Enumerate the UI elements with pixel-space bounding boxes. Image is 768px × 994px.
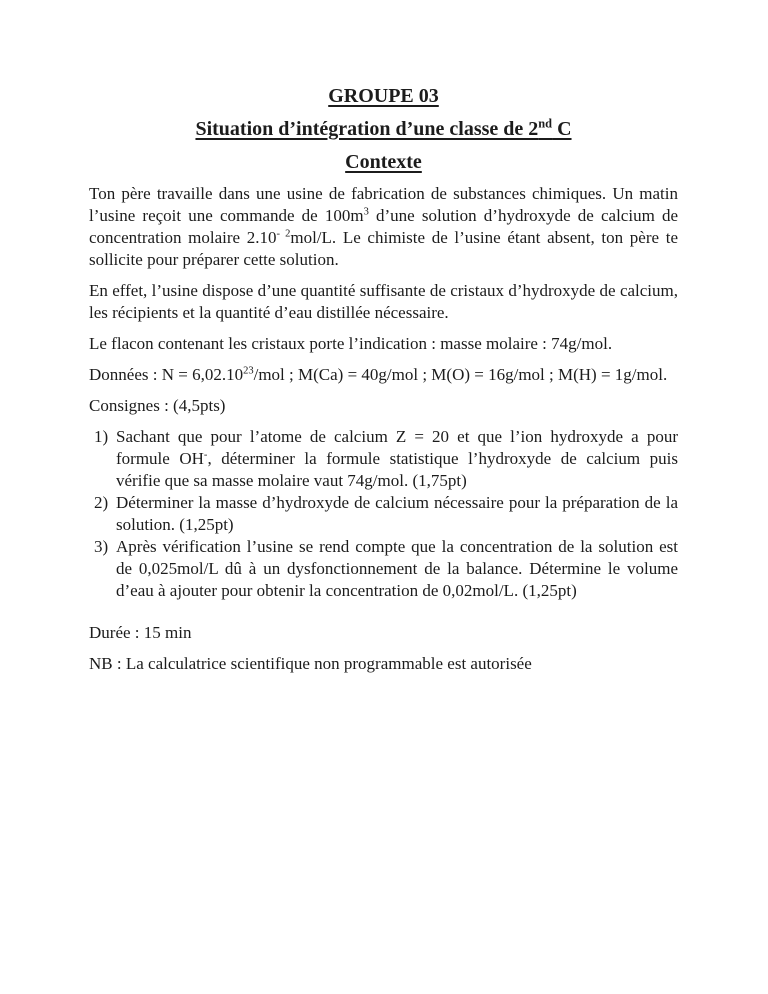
heading-group bbox=[89, 84, 678, 108]
duration-value: Durée : 15 min bbox=[89, 623, 192, 642]
list-item-consigne-2 bbox=[89, 492, 678, 536]
consignes-list bbox=[89, 426, 678, 602]
consigne-2-text: Déterminer la masse d’hydroxyde de calcium nécessaire pour la préparation de la solution. (1,25pt) bbox=[116, 493, 678, 534]
heading-group-text: GROUPE 03 bbox=[328, 85, 439, 107]
heading-context-text: Contexte bbox=[345, 151, 422, 173]
context-1-run-3: mol/L. Le chimiste de l’usine étant absent, ton père te sollicite pour préparer cette solution. bbox=[89, 228, 679, 269]
context-1-run-2: d’une solution d’hydroxyde de calcium de concentration molaire 2.10 bbox=[89, 206, 678, 247]
list-item-consigne-3 bbox=[89, 536, 678, 602]
list-item-number: 2) bbox=[94, 493, 109, 512]
sup-cubic-meter: 3 bbox=[363, 206, 369, 218]
paragraph-context-1 bbox=[89, 183, 678, 271]
sup-nd: nd bbox=[538, 116, 553, 131]
nb-value: NB : La calculatrice scientifique non programmable est autorisée bbox=[89, 654, 532, 673]
paragraph-context-2 bbox=[89, 280, 678, 324]
context-2-text: En effet, l’usine dispose d’une quantité suffisante de cristaux d’hydroxyde de calcium, les récipients et la quantité d’eau distillée nécessaire. bbox=[89, 281, 678, 322]
list-item-number: 3) bbox=[94, 537, 109, 556]
heading-situation-suffix: C bbox=[552, 118, 572, 140]
nb-text bbox=[89, 653, 678, 675]
context-1-run-1: Ton père travaille dans une usine de fabrication de substances chimiques. Un matin l’usine reçoit une commande de 100m bbox=[89, 184, 678, 225]
donnees-run-2: /mol ; M(Ca) = 40g/mol ; M(O) = 16g/mol ; M(H) = 1g/mol. bbox=[253, 365, 668, 384]
consigne-1-run-2: , déterminer la formule statistique l’hydroxyde de calcium puis vérifie que sa masse molaire vaut 74g/mol. (1,75pt) bbox=[116, 449, 678, 490]
sup-minus-2-exponent: - 2 bbox=[276, 228, 291, 240]
duration-text bbox=[89, 622, 678, 644]
paragraph-consignes-label bbox=[89, 395, 678, 417]
list-item-number: 1) bbox=[94, 427, 109, 446]
paragraph-context-3 bbox=[89, 333, 678, 355]
heading-situation bbox=[89, 117, 678, 141]
paragraph-donnees bbox=[89, 364, 678, 386]
consignes-label-text: Consignes : (4,5pts) bbox=[89, 396, 226, 415]
sup-avogadro-exponent: 23 bbox=[243, 365, 254, 377]
sup-hydroxide-charge: - bbox=[203, 449, 208, 461]
context-3-text: Le flacon contenant les cristaux porte l’indication : masse molaire : 74g/mol. bbox=[89, 334, 613, 353]
heading-context bbox=[89, 150, 678, 174]
list-item-consigne-1 bbox=[89, 426, 678, 492]
consigne-3-text: Après vérification l’usine se rend compte que la concentration de la solution est de 0,025mol/L dû à un dysfonctionnement de la balance. Détermine le volume d’eau à ajouter pour obtenir la concentration de 0,02mol/L. (1,25pt) bbox=[116, 537, 678, 600]
donnees-run-1: Données : N = 6,02.10 bbox=[89, 365, 244, 384]
heading-situation-text: Situation d’intégration d’une classe de 2 bbox=[195, 118, 539, 140]
consigne-1-run-1: Sachant que pour l’atome de calcium Z = 20 et que l’ion hydroxyde a pour formule OH bbox=[116, 427, 678, 468]
